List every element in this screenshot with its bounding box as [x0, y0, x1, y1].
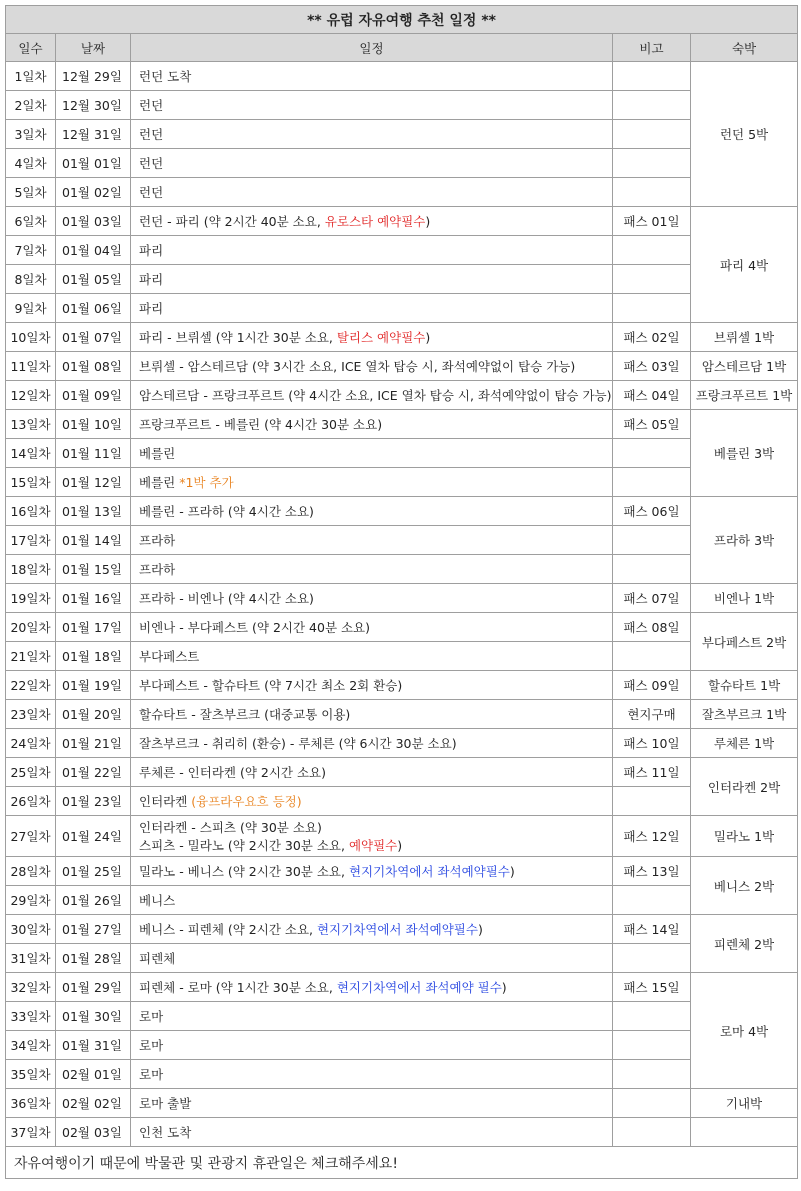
table-row: [6, 555, 798, 584]
table-row: [6, 857, 798, 886]
date-cell: 01월 28일: [56, 944, 131, 973]
schedule-line2-suffix: ): [397, 838, 403, 853]
day-cell: 11일차: [6, 352, 56, 381]
day-cell: 2일차: [6, 91, 56, 120]
schedule-cell: [131, 410, 613, 439]
stay-cell: 베니스 2박: [691, 857, 798, 915]
date-cell: 01월 13일: [56, 497, 131, 526]
note-cell: 패스 05일: [613, 410, 691, 439]
table-row: [6, 468, 798, 497]
day-cell: 7일차: [6, 236, 56, 265]
stay-cell: 할슈타트 1박: [691, 671, 798, 700]
day-cell: 6일차: [6, 207, 56, 236]
note-cell: [613, 294, 691, 323]
note-cell: 패스 11일: [613, 758, 691, 787]
schedule-cell: [131, 1031, 613, 1060]
date-cell: 01월 17일: [56, 613, 131, 642]
date-cell: 01월 16일: [56, 584, 131, 613]
schedule-cell: [131, 149, 613, 178]
header-stay: 숙박: [691, 34, 798, 62]
table-row: [6, 236, 798, 265]
schedule-text: 잘츠부르크 - 취리히 (환승) - 루체른 (약 6시간 30분 소요): [139, 736, 457, 751]
date-cell: 01월 06일: [56, 294, 131, 323]
day-cell: 36일차: [6, 1089, 56, 1118]
schedule-cell: [131, 323, 613, 352]
note-cell: [613, 149, 691, 178]
date-cell: 01월 22일: [56, 758, 131, 787]
day-cell: 25일차: [6, 758, 56, 787]
date-cell: 01월 15일: [56, 555, 131, 584]
date-cell: 01월 29일: [56, 973, 131, 1002]
table-row: [6, 497, 798, 526]
date-cell: 01월 02일: [56, 178, 131, 207]
date-cell: 01월 27일: [56, 915, 131, 944]
day-cell: 31일차: [6, 944, 56, 973]
table-row: [6, 323, 798, 352]
table-row: [6, 729, 798, 758]
schedule-text: 밀라노 - 베니스 (약 2시간 30분 소요,: [139, 864, 349, 879]
note-cell: 패스 07일: [613, 584, 691, 613]
schedule-text: 비엔나 - 부다페스트 (약 2시간 40분 소요): [139, 620, 371, 635]
day-cell: 16일차: [6, 497, 56, 526]
stay-cell: 파리 4박: [691, 207, 798, 323]
schedule-cell: [131, 1118, 613, 1147]
note-cell: [613, 642, 691, 671]
schedule-highlight: 현지기차역에서 좌석예약필수: [316, 922, 478, 937]
day-cell: 34일차: [6, 1031, 56, 1060]
header-schedule: 일정: [131, 34, 613, 62]
date-cell: 01월 07일: [56, 323, 131, 352]
table-row: [6, 62, 798, 91]
schedule-cell: [131, 468, 613, 497]
date-cell: 01월 05일: [56, 265, 131, 294]
schedule-text: 로마: [139, 1009, 164, 1024]
date-cell: 01월 23일: [56, 787, 131, 816]
note-cell: [613, 1060, 691, 1089]
header-date: 날짜: [56, 34, 131, 62]
stay-cell: 베를린 3박: [691, 410, 798, 497]
schedule-cell: [131, 91, 613, 120]
day-cell: 13일차: [6, 410, 56, 439]
stay-cell: [691, 1118, 798, 1147]
table-row: [6, 410, 798, 439]
stay-cell: 프랑크푸르트 1박: [691, 381, 798, 410]
schedule-cell: [131, 671, 613, 700]
stay-cell: 암스테르담 1박: [691, 352, 798, 381]
day-cell: 8일차: [6, 265, 56, 294]
table-row: [6, 1089, 798, 1118]
note-cell: 패스 15일: [613, 973, 691, 1002]
date-cell: 12월 29일: [56, 62, 131, 91]
footer-note: 자유여행이기 때문에 박물관 및 관광지 휴관일은 체크해주세요!: [6, 1147, 798, 1179]
note-cell: 패스 03일: [613, 352, 691, 381]
schedule-suffix: ): [501, 980, 507, 995]
stay-cell: 부다페스트 2박: [691, 613, 798, 671]
note-cell: [613, 91, 691, 120]
date-cell: 02월 03일: [56, 1118, 131, 1147]
note-cell: [613, 120, 691, 149]
table-row: [6, 265, 798, 294]
date-cell: 01월 14일: [56, 526, 131, 555]
date-cell: 12월 31일: [56, 120, 131, 149]
note-cell: 패스 14일: [613, 915, 691, 944]
date-cell: 01월 31일: [56, 1031, 131, 1060]
date-cell: 01월 24일: [56, 816, 131, 857]
schedule-cell: [131, 381, 613, 410]
schedule-cell: [131, 758, 613, 787]
schedule-text: 할슈타트 - 잘츠부르크 (대중교통 이용): [139, 707, 351, 722]
stay-cell: 루체른 1박: [691, 729, 798, 758]
schedule-text: 프랑크푸르트 - 베를린 (약 4시간 30분 소요): [139, 417, 383, 432]
schedule-cell: [131, 787, 613, 816]
day-cell: 29일차: [6, 886, 56, 915]
schedule-text: 로마 출발: [139, 1096, 192, 1111]
date-cell: 01월 03일: [56, 207, 131, 236]
schedule-text: 런던: [139, 156, 164, 171]
note-cell: 패스 02일: [613, 323, 691, 352]
date-cell: 01월 01일: [56, 149, 131, 178]
itinerary-body: [6, 62, 798, 1147]
header-row: [6, 34, 798, 62]
note-cell: [613, 1031, 691, 1060]
note-cell: [613, 526, 691, 555]
header-day: 일수: [6, 34, 56, 62]
stay-cell: 런던 5박: [691, 62, 798, 207]
schedule-text: 베를린: [139, 475, 180, 490]
schedule-text: 파리: [139, 301, 164, 316]
day-cell: 4일차: [6, 149, 56, 178]
note-cell: 패스 06일: [613, 497, 691, 526]
header-note: 비고: [613, 34, 691, 62]
stay-cell: 피렌체 2박: [691, 915, 798, 973]
stay-cell: 브뤼셀 1박: [691, 323, 798, 352]
table-row: [6, 973, 798, 1002]
schedule-text: 로마: [139, 1038, 164, 1053]
day-cell: 3일차: [6, 120, 56, 149]
day-cell: 28일차: [6, 857, 56, 886]
schedule-cell: [131, 439, 613, 468]
note-cell: 패스 12일: [613, 816, 691, 857]
date-cell: 01월 25일: [56, 857, 131, 886]
day-cell: 35일차: [6, 1060, 56, 1089]
date-cell: 01월 21일: [56, 729, 131, 758]
day-cell: 22일차: [6, 671, 56, 700]
table-row: [6, 1031, 798, 1060]
note-cell: [613, 178, 691, 207]
schedule-text: 런던: [139, 185, 164, 200]
schedule-cell: [131, 915, 613, 944]
note-cell: 패스 10일: [613, 729, 691, 758]
schedule-cell: [131, 265, 613, 294]
stay-cell: 잘츠부르크 1박: [691, 700, 798, 729]
table-row: [6, 381, 798, 410]
schedule-cell: [131, 700, 613, 729]
schedule-text: 프라하: [139, 562, 176, 577]
table-row: [6, 120, 798, 149]
stay-cell: 기내박: [691, 1089, 798, 1118]
table-row: [6, 671, 798, 700]
schedule-cell: [131, 613, 613, 642]
schedule-cell: [131, 642, 613, 671]
table-row: [6, 178, 798, 207]
schedule-text: 런던 도착: [139, 69, 192, 84]
table-row: [6, 526, 798, 555]
schedule-highlight: 유로스타 예약필수: [324, 214, 426, 229]
stay-cell: 로마 4박: [691, 973, 798, 1089]
note-cell: 패스 13일: [613, 857, 691, 886]
schedule-cell: [131, 857, 613, 886]
day-cell: 12일차: [6, 381, 56, 410]
day-cell: 19일차: [6, 584, 56, 613]
note-cell: 현지구매: [613, 700, 691, 729]
schedule-text: 로마: [139, 1067, 164, 1082]
schedule-cell: [131, 62, 613, 91]
table-row: [6, 91, 798, 120]
date-cell: 01월 30일: [56, 1002, 131, 1031]
schedule-highlight: 현지기차역에서 좌석예약 필수: [336, 980, 502, 995]
schedule-cell: [131, 207, 613, 236]
itinerary-sheet: [5, 5, 797, 1179]
schedule-line2-highlight: 예약필수: [348, 838, 398, 853]
note-cell: [613, 944, 691, 973]
day-cell: 15일차: [6, 468, 56, 497]
schedule-cell: [131, 1002, 613, 1031]
note-cell: [613, 1118, 691, 1147]
date-cell: 01월 18일: [56, 642, 131, 671]
table-row: [6, 816, 798, 857]
note-cell: [613, 1089, 691, 1118]
itinerary-table: [5, 5, 798, 1179]
table-row: [6, 787, 798, 816]
schedule-cell: [131, 236, 613, 265]
schedule-text: 피렌체 - 로마 (약 1시간 30분 소요,: [139, 980, 337, 995]
schedule-text: 파리: [139, 243, 164, 258]
day-cell: 37일차: [6, 1118, 56, 1147]
stay-cell: 프라하 3박: [691, 497, 798, 584]
table-row: [6, 886, 798, 915]
date-cell: 01월 19일: [56, 671, 131, 700]
schedule-text: 베를린 - 프라하 (약 4시간 소요): [139, 504, 314, 519]
schedule-text: 인천 도착: [139, 1125, 192, 1140]
note-cell: 패스 01일: [613, 207, 691, 236]
schedule-text: 부다페스트: [139, 649, 200, 664]
schedule-highlight: *1박 추가: [179, 475, 234, 490]
date-cell: 01월 26일: [56, 886, 131, 915]
schedule-text: 암스테르담 - 프랑크푸르트 (약 4시간 소요, ICE 열차 탑승 시, 좌석예약없이 탑승 가능): [139, 388, 612, 403]
date-cell: 02월 02일: [56, 1089, 131, 1118]
day-cell: 10일차: [6, 323, 56, 352]
schedule-cell: [131, 120, 613, 149]
note-cell: [613, 265, 691, 294]
schedule-text: 인터라켄: [139, 794, 192, 809]
day-cell: 30일차: [6, 915, 56, 944]
schedule-cell: [131, 584, 613, 613]
note-cell: [613, 62, 691, 91]
schedule-cell: [131, 944, 613, 973]
table-row: [6, 1060, 798, 1089]
schedule-text: 베를린: [139, 446, 176, 461]
day-cell: 21일차: [6, 642, 56, 671]
date-cell: 12월 30일: [56, 91, 131, 120]
day-cell: 14일차: [6, 439, 56, 468]
note-cell: [613, 555, 691, 584]
schedule-cell: [131, 816, 613, 857]
day-cell: 1일차: [6, 62, 56, 91]
day-cell: 18일차: [6, 555, 56, 584]
schedule-cell: [131, 294, 613, 323]
table-row: [6, 758, 798, 787]
table-row: [6, 1002, 798, 1031]
schedule-text: 파리: [139, 272, 164, 287]
schedule-highlight: 탈리스 예약필수: [336, 330, 426, 345]
table-row: [6, 613, 798, 642]
table-row: [6, 149, 798, 178]
schedule-text: 파리 - 브뤼셀 (약 1시간 30분 소요,: [139, 330, 337, 345]
stay-cell: 비엔나 1박: [691, 584, 798, 613]
table-row: [6, 944, 798, 973]
date-cell: 01월 09일: [56, 381, 131, 410]
note-cell: [613, 236, 691, 265]
table-row: [6, 1118, 798, 1147]
schedule-text: 피렌체: [139, 951, 176, 966]
table-row: [6, 642, 798, 671]
schedule-cell: [131, 178, 613, 207]
table-row: [6, 700, 798, 729]
table-title: ** 유럽 자유여행 추천 일정 **: [6, 6, 798, 34]
schedule-cell: [131, 973, 613, 1002]
note-cell: [613, 787, 691, 816]
date-cell: 01월 12일: [56, 468, 131, 497]
schedule-suffix: ): [509, 864, 515, 879]
table-row: [6, 352, 798, 381]
table-row: [6, 439, 798, 468]
schedule-cell: [131, 729, 613, 758]
schedule-suffix: ): [425, 330, 431, 345]
schedule-text: 프라하 - 비엔나 (약 4시간 소요): [139, 591, 314, 606]
schedule-text: 런던 - 파리 (약 2시간 40분 소요,: [139, 214, 325, 229]
date-cell: 02월 01일: [56, 1060, 131, 1089]
day-cell: 24일차: [6, 729, 56, 758]
schedule-cell: [131, 497, 613, 526]
table-row: [6, 294, 798, 323]
note-cell: 패스 09일: [613, 671, 691, 700]
day-cell: 32일차: [6, 973, 56, 1002]
date-cell: 01월 10일: [56, 410, 131, 439]
table-row: [6, 207, 798, 236]
stay-cell: 밀라노 1박: [691, 816, 798, 857]
schedule-suffix: ): [425, 214, 431, 229]
note-cell: [613, 468, 691, 497]
schedule-cell: [131, 886, 613, 915]
schedule-text: 베니스 - 피렌체 (약 2시간 소요,: [139, 922, 317, 937]
schedule-text: 프라하: [139, 533, 176, 548]
stay-cell: 인터라켄 2박: [691, 758, 798, 816]
schedule-cell: [131, 526, 613, 555]
day-cell: 20일차: [6, 613, 56, 642]
day-cell: 33일차: [6, 1002, 56, 1031]
schedule-text: 베니스: [139, 893, 176, 908]
day-cell: 9일차: [6, 294, 56, 323]
schedule-text: 런던: [139, 127, 164, 142]
day-cell: 27일차: [6, 816, 56, 857]
schedule-text: 인터라켄 - 스피츠 (약 30분 소요): [139, 820, 322, 835]
note-cell: 패스 04일: [613, 381, 691, 410]
schedule-suffix: ): [477, 922, 483, 937]
note-cell: [613, 439, 691, 468]
schedule-cell: [131, 1089, 613, 1118]
day-cell: 23일차: [6, 700, 56, 729]
schedule-text: 브뤼셀 - 암스테르담 (약 3시간 소요, ICE 열차 탑승 시, 좌석예약없이 탑승 가능): [139, 359, 576, 374]
date-cell: 01월 11일: [56, 439, 131, 468]
note-cell: [613, 886, 691, 915]
note-cell: [613, 1002, 691, 1031]
date-cell: 01월 20일: [56, 700, 131, 729]
schedule-highlight: 현지기차역에서 좌석예약필수: [348, 864, 510, 879]
date-cell: 01월 08일: [56, 352, 131, 381]
date-cell: 01월 04일: [56, 236, 131, 265]
schedule-highlight: (융프라우요흐 등정): [191, 794, 302, 809]
note-cell: 패스 08일: [613, 613, 691, 642]
day-cell: 17일차: [6, 526, 56, 555]
schedule-text: 부다페스트 - 할슈타트 (약 7시간 최소 2회 환승): [139, 678, 403, 693]
schedule-cell: [131, 555, 613, 584]
table-row: [6, 915, 798, 944]
schedule-text: 루체른 - 인터라켄 (약 2시간 소요): [139, 765, 326, 780]
schedule-cell: [131, 352, 613, 381]
table-row: [6, 584, 798, 613]
day-cell: 26일차: [6, 787, 56, 816]
schedule-cell: [131, 1060, 613, 1089]
schedule-text: 런던: [139, 98, 164, 113]
day-cell: 5일차: [6, 178, 56, 207]
schedule-line2: 스피츠 - 밀라노 (약 2시간 30분 소요,: [139, 838, 349, 853]
